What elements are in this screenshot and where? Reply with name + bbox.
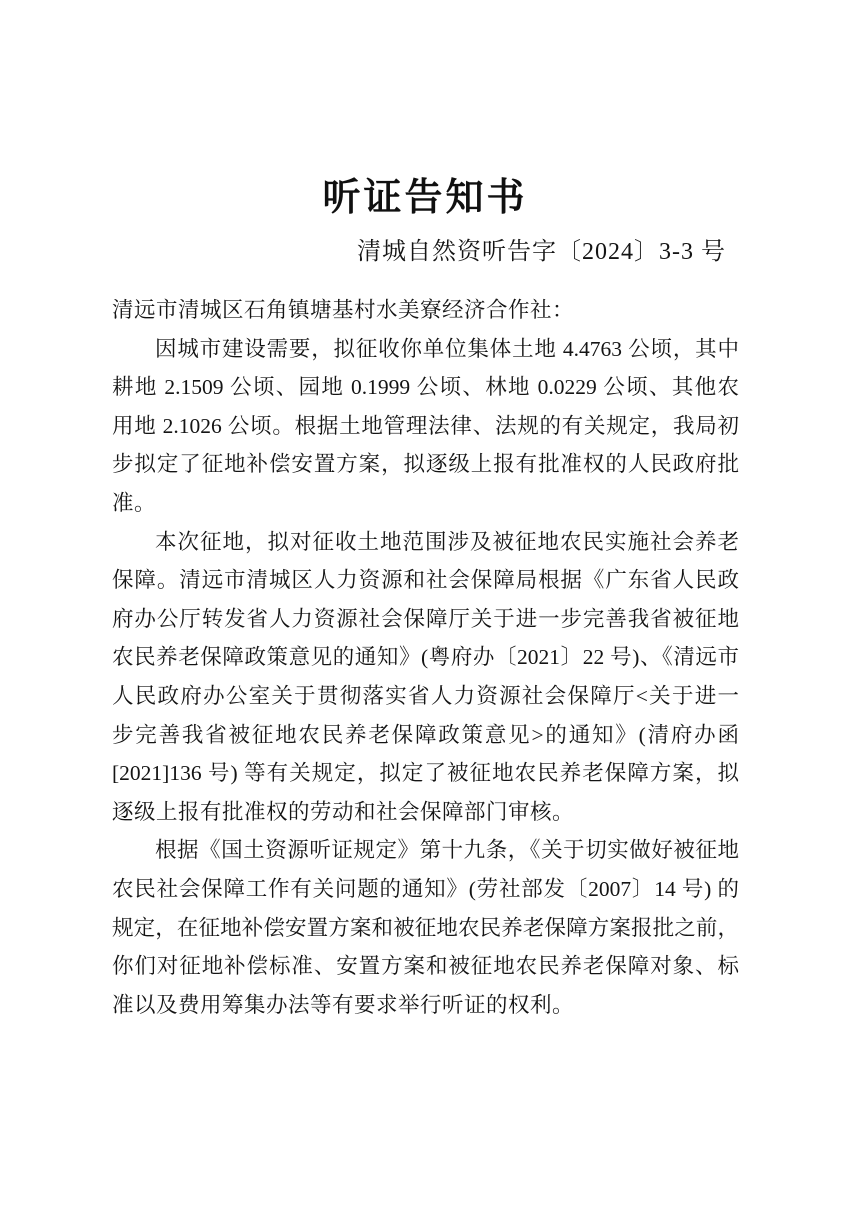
- document-body: [112, 291, 739, 1024]
- body-line: 保障。清远市清城区人力资源和社会保障局根据《广东省人民政: [112, 568, 739, 593]
- body-line: 步拟定了征地补偿安置方案，拟逐级上报有批准权的人民政府批: [112, 452, 739, 477]
- body-line: 规定，在征地补偿安置方案和被征地农民养老保障方案报批之前，: [112, 915, 739, 940]
- body-line: 准以及费用筹集办法等有要求举行听证的权利。: [112, 992, 575, 1017]
- body-line: 农民养老保障政策意见的通知》(粤府办〔2021〕22 号)、《清远市: [112, 645, 739, 670]
- body-line: 因城市建设需要，拟征收你单位集体土地 4.4763 公顷，其中: [155, 336, 739, 361]
- body-line: 耕地 2.1509 公顷、园地 0.1999 公顷、林地 0.0229 公顷、其他农: [112, 375, 739, 400]
- body-line: [2021]136 号) 等有关规定，拟定了被征地农民养老保障方案，拟: [112, 761, 739, 786]
- body-line: 农民社会保障工作有关问题的通知》(劳社部发〔2007〕14 号) 的: [112, 876, 739, 901]
- body-line: 你们对征地补偿标准、安置方案和被征地农民养老保障对象、标: [112, 954, 739, 979]
- body-line: 根据《国土资源听证规定》第十九条，《关于切实做好被征地: [155, 838, 739, 863]
- body-line: 本次征地，拟对征收土地范围涉及被征地农民实施社会养老: [155, 529, 739, 554]
- body-line: 人民政府办公室关于贯彻落实省人力资源社会保障厅<关于进一: [112, 683, 739, 708]
- document-title: 听证告知书: [322, 177, 528, 219]
- body-line: 准。: [112, 490, 157, 515]
- body-line: 步完善我省被征地农民养老保障政策意见>的通知》(清府办函: [112, 722, 739, 747]
- document-number: 清城自然资听告字〔2024〕3-3 号: [357, 239, 726, 265]
- body-line: 用地 2.1026 公顷。根据土地管理法律、法规的有关规定，我局初: [112, 413, 739, 438]
- salutation-line: 清远市清城区石角镇塘基村水美寮经济合作社：: [112, 298, 575, 322]
- body-line: 逐级上报有批准权的劳动和社会保障部门审核。: [112, 799, 575, 824]
- body-line: 府办公厅转发省人力资源社会保障厅关于进一步完善我省被征地: [112, 606, 739, 631]
